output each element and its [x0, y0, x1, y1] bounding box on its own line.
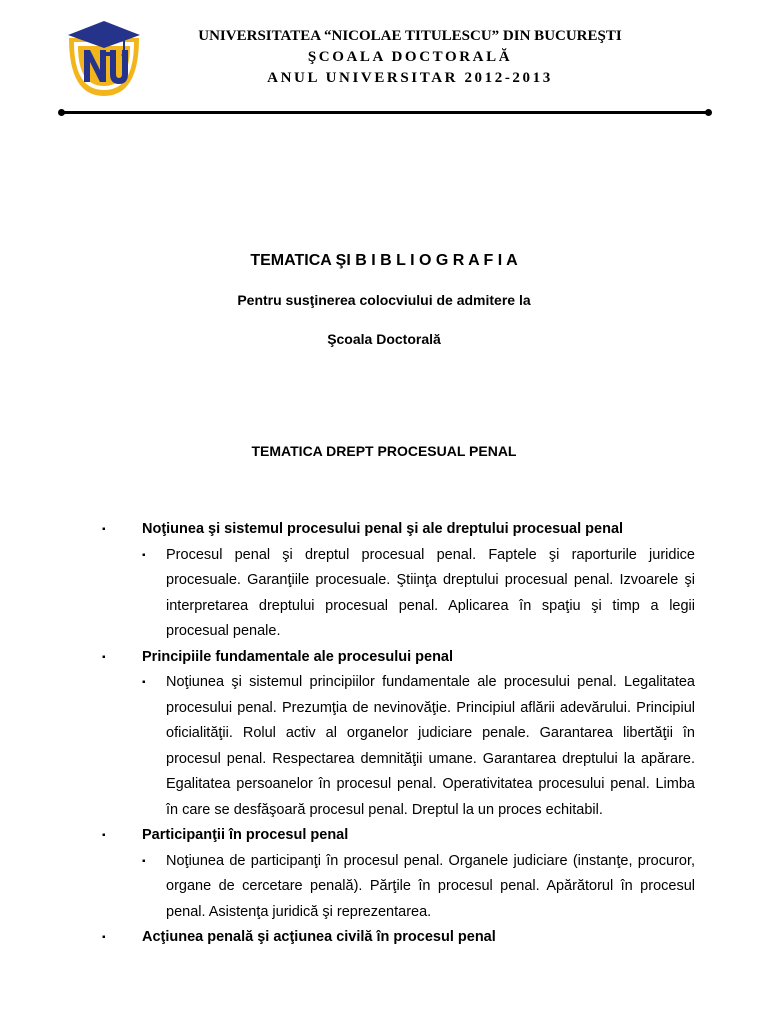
topic-heading: Principiile fundamentale ale procesului penal [142, 648, 454, 665]
topic-detail: Noţiunea şi sistemul principiilor fundamentale ale procesului penal. Legalitatea procesului penal. Prezumţia de nevinovăţie. Principiul aflării adevărului. Principiul oficialităţii. Rolul activ al organelor judiciare penale. Garantarea libertăţii în procesul penal. Respectarea demnităţii umane. Garantarea dreptului la apărare. Egalitatea persoanelor în procesul penal. Operativitatea procesului penal. Limba în care se desfăşoară procesul penal. Dreptul la un proces echitabil. [166, 674, 695, 818]
document-subtitle-1: Pentru susţinerea colocviului de admitere la [237, 292, 531, 308]
section-title: TEMATICA DREPT PROCESUAL PENAL [251, 443, 517, 459]
list-item [0, 823, 768, 925]
bullet-icon: ▪ [102, 651, 106, 663]
bullet-icon: ▪ [142, 855, 146, 867]
list-item [0, 645, 768, 824]
university-logo-icon [66, 18, 142, 98]
topic-detail: Noţiunea de participanţi în procesul penal. Organele judiciare (instanţe, procuror, organe de cercetare penală). Părţile în procesul penal. Apărătorul în procesul penal. Asistenţa juridică şi reprezentarea. [166, 852, 695, 920]
academic-year: ANUL UNIVERSITAR 2012-2013 [267, 70, 553, 86]
document-subtitle-2: Şcoala Doctorală [327, 331, 441, 347]
list-item [0, 517, 768, 645]
document-header [140, 26, 680, 89]
topic-heading: Acţiunea penală şi acţiunea civilă în procesul penal [142, 929, 496, 945]
document-title: TEMATICA ŞI B I B L I O G R A F I A [250, 252, 518, 269]
bullet-icon: ▪ [142, 677, 146, 688]
bullet-icon: ▪ [102, 830, 106, 841]
topic-heading: Participanţii în procesul penal [142, 827, 349, 843]
topic-detail: Procesul penal şi dreptul procesual penal. Faptele şi raporturile juridice procesuale. Garanţiile procesuale. Ştiinţa dreptului procesual penal. Izvoarele şi interpretarea dreptului procesual penal. Aplicarea în spaţiu şi timp a legii procesual penale. [166, 546, 695, 639]
school-name: ŞCOALA DOCTORALĂ [307, 49, 513, 65]
bullet-icon: ▪ [142, 549, 146, 561]
list-item [0, 925, 768, 951]
bullet-icon: ▪ [102, 932, 106, 943]
bullet-icon: ▪ [102, 524, 106, 535]
topic-heading: Noţiunea şi sistemul procesului penal şi ale dreptului procesual penal [142, 521, 624, 537]
header-divider [62, 111, 708, 114]
university-logo [66, 18, 142, 98]
university-name: UNIVERSITATEA “NICOLAE TITULESCU” DIN BUCUREŞTI [198, 28, 622, 44]
topics-list [0, 517, 768, 951]
